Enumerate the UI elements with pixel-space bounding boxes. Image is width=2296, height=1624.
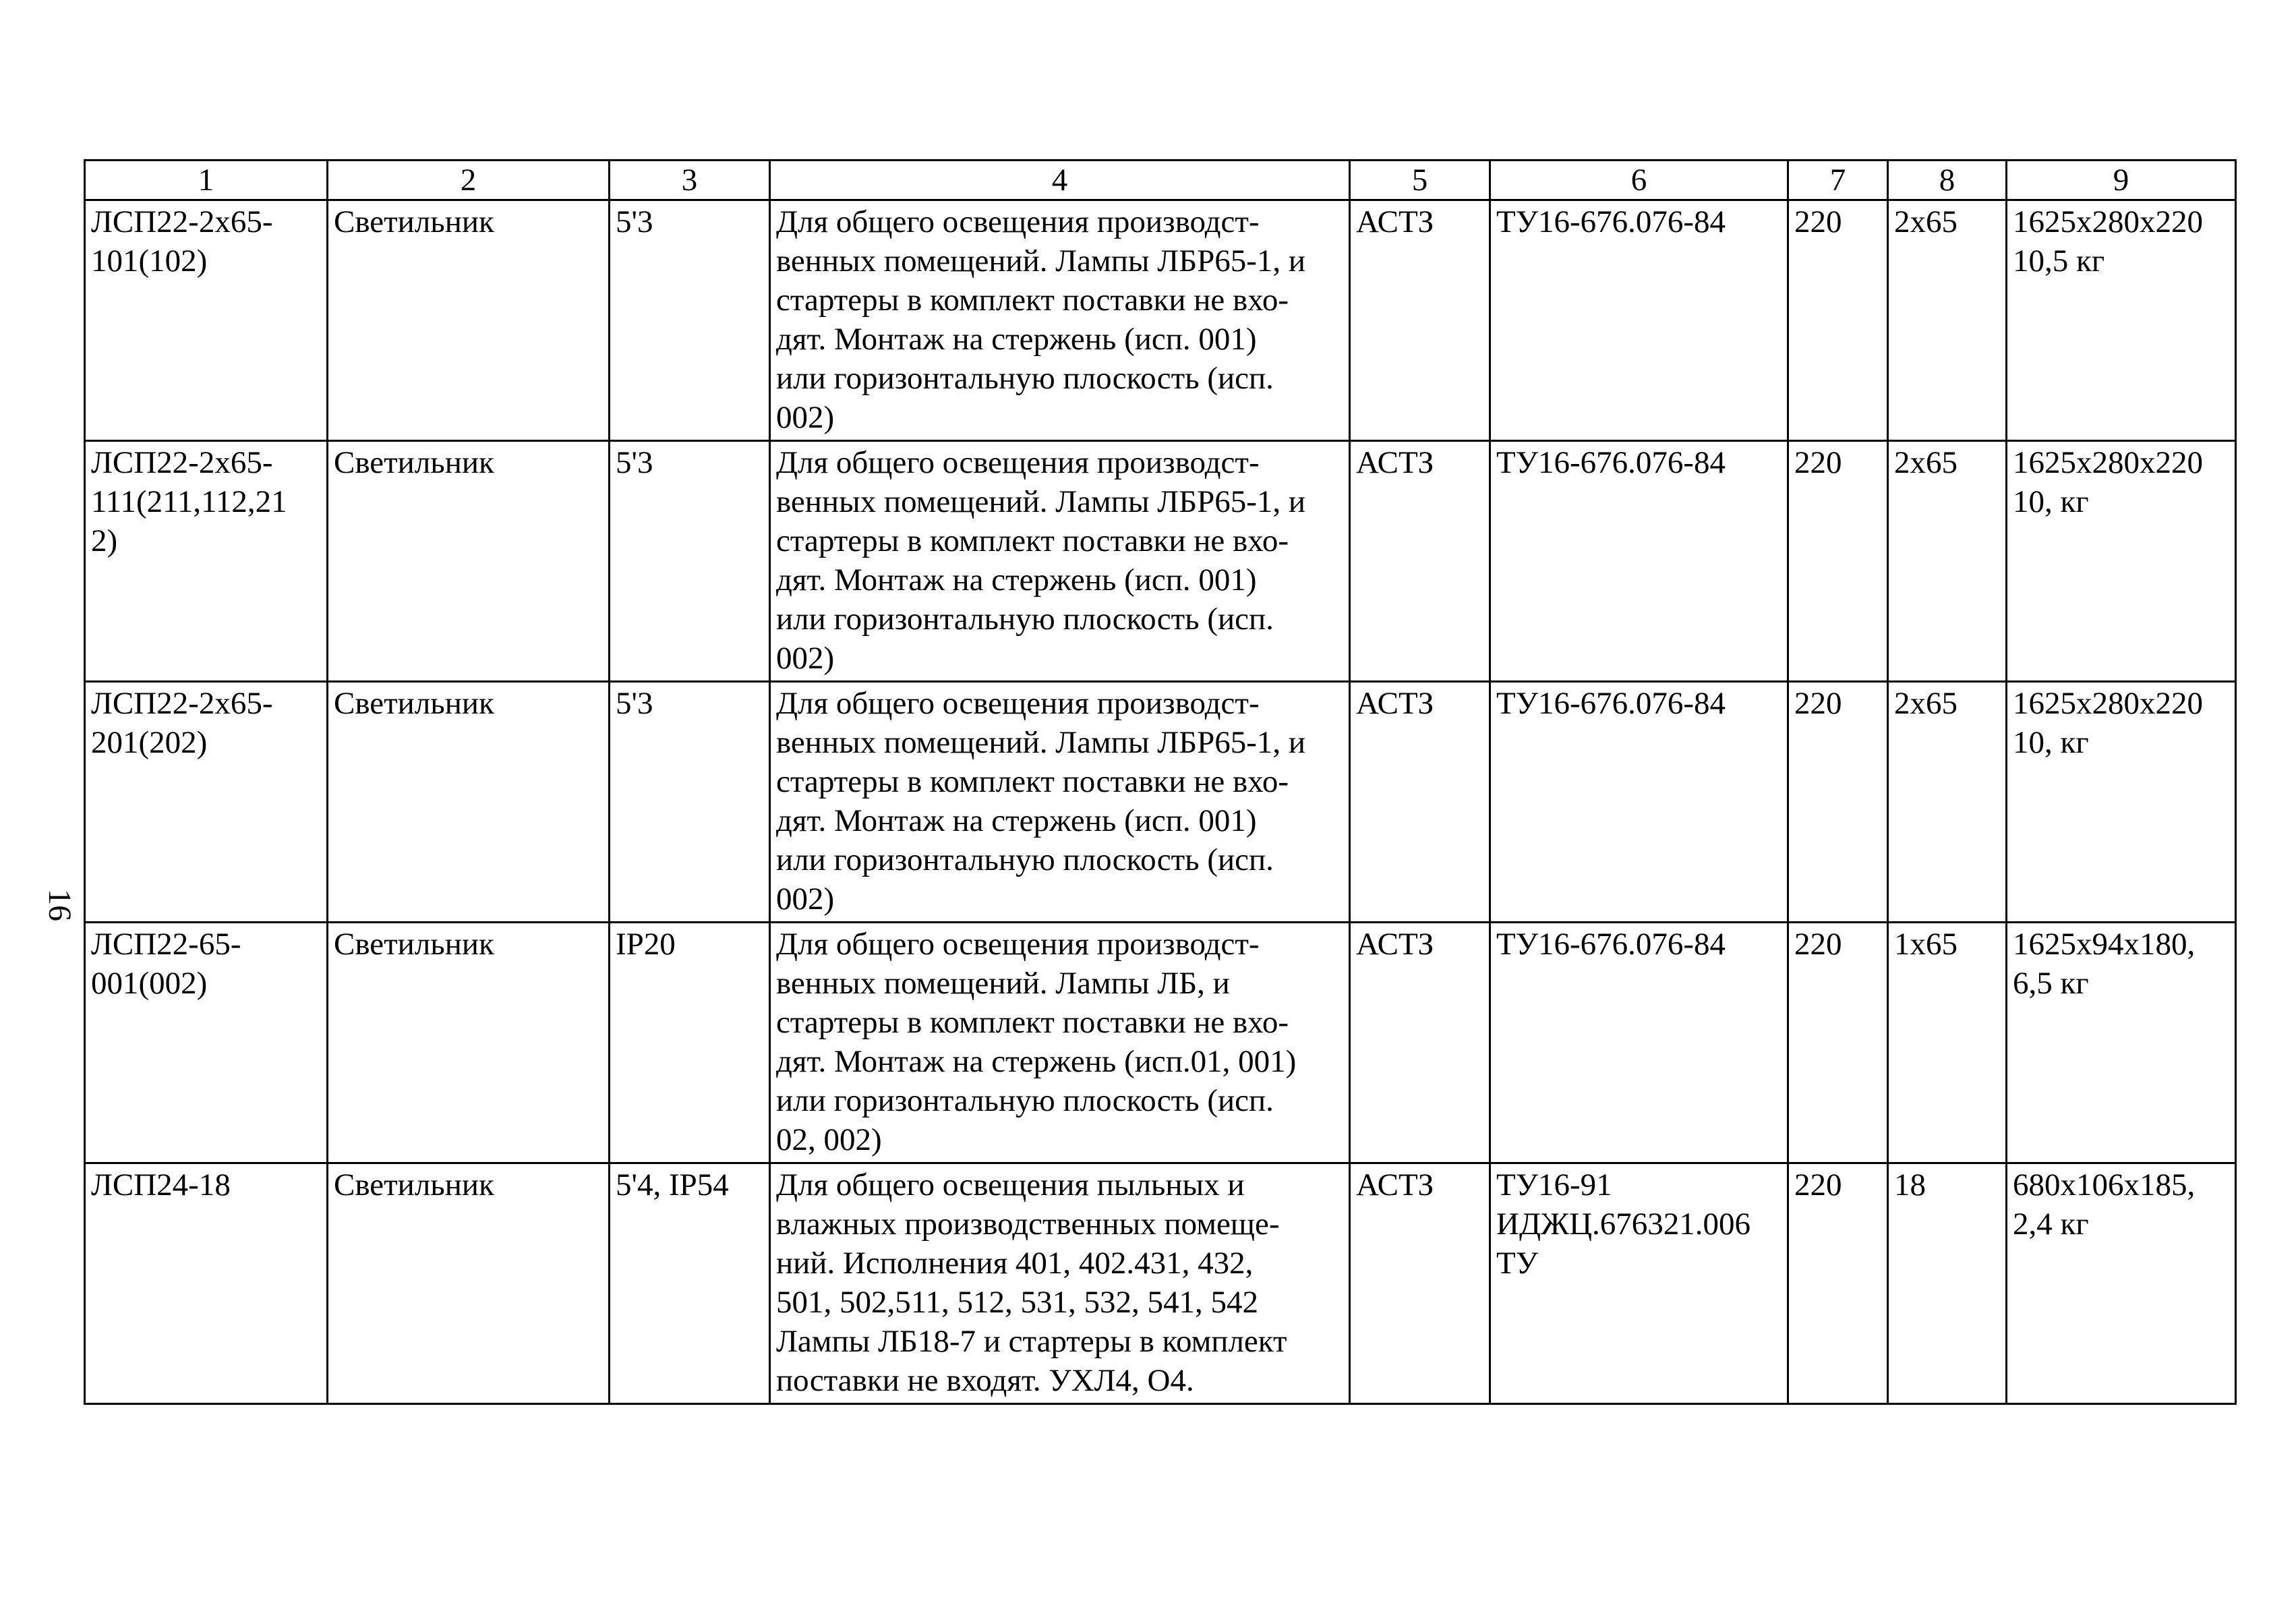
column-header: 7	[1788, 161, 1888, 200]
protection-cell: 5'4, IP54	[610, 1163, 770, 1404]
lamp-power-cell: 2х65	[1888, 441, 2007, 682]
table-row	[85, 1163, 2236, 1404]
table-row	[85, 441, 2236, 682]
spec-doc-cell: ТУ16-676.076-84	[1490, 200, 1788, 441]
dimensions-weight-cell: 1625х94х180, 6,5 кг	[2007, 923, 2236, 1163]
spec-doc-cell: ТУ16-676.076-84	[1490, 682, 1788, 923]
voltage-cell: 220	[1788, 923, 1888, 1163]
description-cell: Для общего освещения производст- венных помещений. Лампы ЛБ, и стартеры в комплект поставки не вхо- дят. Монтаж на стержень (исп.01, 001) или горизонтальную плоскость (исп. 02, 002)	[770, 923, 1350, 1163]
spec-doc-cell: ТУ16-676.076-84	[1490, 923, 1788, 1163]
manufacturer-cell: АСТЗ	[1350, 1163, 1490, 1404]
lamp-power-cell: 2х65	[1888, 200, 2007, 441]
specification-table	[84, 159, 2237, 1405]
lamp-power-cell: 2х65	[1888, 682, 2007, 923]
type-cell: Светильник	[328, 1163, 610, 1404]
table-row	[85, 682, 2236, 923]
type-cell: Светильник	[328, 441, 610, 682]
model-cell: ЛСП22-2х65- 201(202)	[85, 682, 328, 923]
protection-cell: 5'3	[610, 441, 770, 682]
lamp-power-cell: 1х65	[1888, 923, 2007, 1163]
voltage-cell: 220	[1788, 441, 1888, 682]
dimensions-weight-cell: 1625х280х220 10,5 кг	[2007, 200, 2236, 441]
protection-cell: 5'3	[610, 682, 770, 923]
column-header: 4	[770, 161, 1350, 200]
protection-cell: IP20	[610, 923, 770, 1163]
model-cell: ЛСП22-2х65- 101(102)	[85, 200, 328, 441]
description-cell: Для общего освещения производст- венных помещений. Лампы ЛБР65-1, и стартеры в комплект поставки не вхо- дят. Монтаж на стержень (исп. 001) или горизонтальную плоскость (исп. 002)	[770, 200, 1350, 441]
description-cell: Для общего освещения производст- венных помещений. Лампы ЛБР65-1, и стартеры в комплект поставки не вхо- дят. Монтаж на стержень (исп. 001) или горизонтальную плоскость (исп. 002)	[770, 682, 1350, 923]
description-cell: Для общего освещения производст- венных помещений. Лампы ЛБР65-1, и стартеры в комплект поставки не вхо- дят. Монтаж на стержень (исп. 001) или горизонтальную плоскость (исп. 002)	[770, 441, 1350, 682]
column-header: 1	[85, 161, 328, 200]
dimensions-weight-cell: 1625х280х220 10, кг	[2007, 682, 2236, 923]
voltage-cell: 220	[1788, 200, 1888, 441]
description-cell: Для общего освещения пыльных и влажных производственных помеще- ний. Исполнения 401, 402.431, 432, 501, 502,511, 512, 531, 532, 541, 542 Лампы ЛБ18-7 и стартеры в комплект поставки не входят. УХЛ4, О4.	[770, 1163, 1350, 1404]
column-header: 2	[328, 161, 610, 200]
table-row	[85, 923, 2236, 1163]
voltage-cell: 220	[1788, 682, 1888, 923]
manufacturer-cell: АСТЗ	[1350, 923, 1490, 1163]
table-row	[85, 200, 2236, 441]
column-header: 6	[1490, 161, 1788, 200]
protection-cell: 5'3	[610, 200, 770, 441]
table-header-row	[85, 161, 2236, 200]
manufacturer-cell: АСТЗ	[1350, 200, 1490, 441]
type-cell: Светильник	[328, 200, 610, 441]
dimensions-weight-cell: 1625х280х220 10, кг	[2007, 441, 2236, 682]
spec-doc-cell: ТУ16-676.076-84	[1490, 441, 1788, 682]
model-cell: ЛСП22-2х65- 111(211,112,21 2)	[85, 441, 328, 682]
dimensions-weight-cell: 680х106х185, 2,4 кг	[2007, 1163, 2236, 1404]
column-header: 5	[1350, 161, 1490, 200]
type-cell: Светильник	[328, 923, 610, 1163]
column-header: 8	[1888, 161, 2007, 200]
voltage-cell: 220	[1788, 1163, 1888, 1404]
column-header: 9	[2007, 161, 2236, 200]
type-cell: Светильник	[328, 682, 610, 923]
manufacturer-cell: АСТЗ	[1350, 682, 1490, 923]
spec-doc-cell: ТУ16-91 ИДЖЦ.676321.006 ТУ	[1490, 1163, 1788, 1404]
manufacturer-cell: АСТЗ	[1350, 441, 1490, 682]
column-header: 3	[610, 161, 770, 200]
page-number: 16	[42, 889, 78, 921]
model-cell: ЛСП22-65- 001(002)	[85, 923, 328, 1163]
lamp-power-cell: 18	[1888, 1163, 2007, 1404]
model-cell: ЛСП24-18	[85, 1163, 328, 1404]
